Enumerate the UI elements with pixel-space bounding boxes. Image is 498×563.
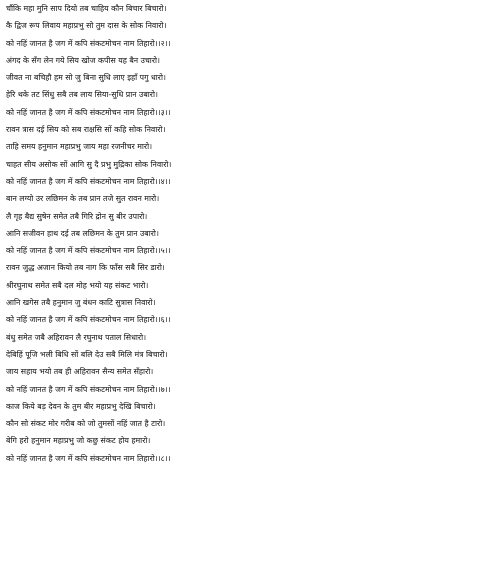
verse-line: बान लग्यो उर लछिमन के तब प्रान तजे सुत रावन मारो। (6, 194, 160, 204)
verse-line: जीवत ना बचिहौ हम सो जु बिना सुधि लाए इहाँ पगु धारो। (6, 73, 166, 83)
verse-refrain-line: को नहिं जानत है जग में कपि संकटमोचन नाम तिहारो।।३।। (6, 107, 171, 117)
verse-line: आनि सजीवन हाथ दई तब लछिमन के तुम प्रान उबारो। (6, 228, 159, 238)
verse-line: चौंकि महा मुनि साप दियो तब चाहिय कौन बिचार बिचारो। (6, 4, 167, 13)
verse-refrain-line: को नहिं जानत है जग में कपि संकटमोचन नाम तिहारो।।८।। (6, 453, 171, 463)
verse-line: अंगद के सँग लेन गये सिय खोज कपीस यह बैन उचारो। (6, 55, 160, 65)
verse-refrain-line: को नहिं जानत है जग में कपि संकटमोचन नाम तिहारो।।५।। (6, 246, 171, 256)
verse-refrain-line: को नहिं जानत है जग में कपि संकटमोचन नाम तिहारो।।२।। (6, 38, 171, 48)
verse-line: आनि खगेस तबै हनुमान जु बंधन काटि सुत्रास निवारो। (6, 298, 156, 308)
verse-line: चाहत सीय असोक सों आगि सु दै प्रभु मुद्रिका सोक निवारो। (6, 159, 172, 169)
verse-line: बंधु समेत जबै अहिरावन लै रघुनाथ पताल सिधारो। (6, 332, 147, 342)
verse-line: ताहि समय हनुमान महाप्रभु जाय महा रजनीचर मारो। (6, 142, 153, 152)
verse-refrain-line: को नहिं जानत है जग में कपि संकटमोचन नाम तिहारो।।६।। (6, 315, 171, 325)
verse-line: रावन जुद्ध अजान कियो तब नाग कि फाँस सबै सिर डारो। (6, 263, 165, 273)
verse-refrain-line: को नहिं जानत है जग में कपि संकटमोचन नाम तिहारो।।४।। (6, 176, 171, 186)
verse-line: कै द्विज रूप लिवाय महाप्रभु सो तुम दास के सोक निवारो। (6, 21, 167, 31)
verse-line: रावन त्रास दई सिय को सब राक्षसि सों कहि सोक निवारो। (6, 125, 166, 135)
verse-line: काज किये बड़ देवन के तुम बीर महाप्रभु देखि बिचारो। (6, 401, 156, 411)
verse-line: श्रीरघुनाथ समेत सबै दल मोह भयो यह संकट भारो। (6, 280, 149, 290)
verse-line: जाय सहाय भयो तब ही अहिरावन सैन्य समेत सँहारो। (6, 367, 154, 377)
verse-line: हेरि थके तट सिंधु सबै तब लाय सिया-सुधि प्रान उबारो। (6, 90, 158, 100)
verse-line: देबिहिं पूजि भली बिधि सों बलि देउ सबै मिलि मंत्र बिचारो। (6, 349, 168, 359)
verse-line: लै गृह बैद्य सुषेन समेत तबै गिरि द्रोन सु बीर उपारो। (6, 211, 148, 221)
verse-line: कौन सो संकट मोर गरीब को जो तुमसों नहिं जात है टारो। (6, 419, 166, 429)
verse-refrain-line: को नहिं जानत है जग में कपि संकटमोचन नाम तिहारो।।७।। (6, 384, 171, 394)
verse-text-block (6, 0, 494, 467)
verse-line: बेगि हरो हनुमान महाप्रभु जो कछु संकट होय हमारो। (6, 436, 151, 446)
